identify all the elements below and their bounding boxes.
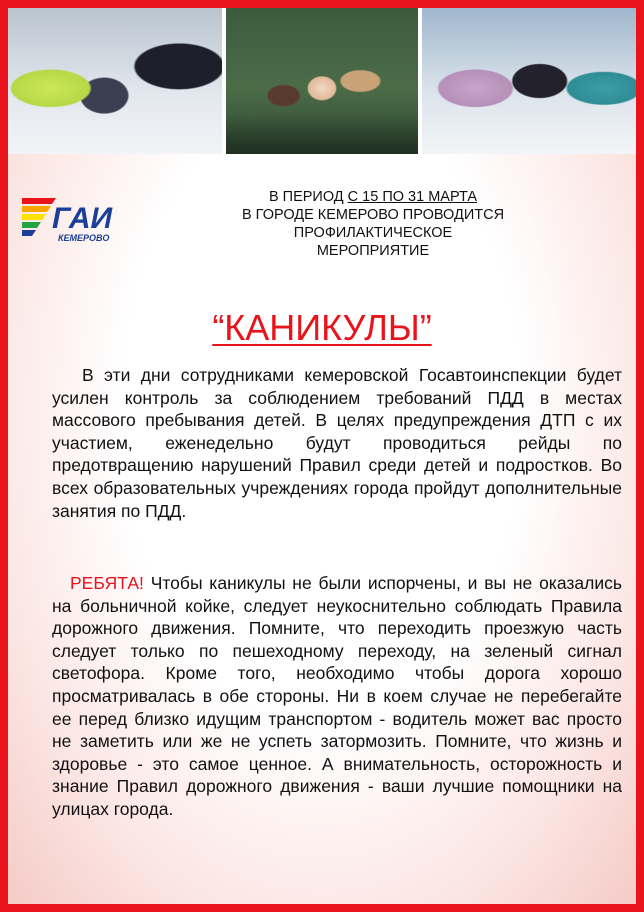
appeal-paragraph [52,572,622,821]
info-paragraph: В эти дни сотрудниками кемеровской Госавтоинспекции будет усилен контроль за соблюдением требований ПДД в местах массового пребывания детей. В целях предупреждения ДТП с их участием, еженедельно будут проводиться рейды по предотвращению нарушений Правил среди детей и подростков. Во всех образовательных учреждениях города пройдут дополнительные занятия по ПДД. [52,365,622,521]
announcement-type: ПРОФИЛАКТИЧЕСКОЕ [293,225,453,241]
campaign-title-text: “КАНИКУЛЫ” [212,307,432,348]
photo-police-with-children [8,8,222,154]
photo-girls-with-officer [422,8,636,154]
announcement-period [178,188,568,206]
event-announcement [178,188,568,260]
announcement-city: В ГОРОДЕ КЕМЕРОВО ПРОВОДИТСЯ [241,207,505,223]
gai-logo [22,194,138,246]
appeal-body: Чтобы каникулы не были испорчены, и вы не оказались на больничной койке, следует неукоснительно соблюдать Правила дорожного движения. Помните, что переходить проезжую часть следует только по пешеходному переходу, на зеленый сигнал светофора. Кроме того, необходимо чтобы дорога хорошо просматривалась в обе стороны. Ни в коем случае не перебегайте ее перед близко идущим транспортом - водитель может вас просто не заметить или же не успеть затормозить. Помните, что жизнь и здоровье - это самое ценное. А внимательность, осторожность и знание Правил дорожного движения - ваши лучшие помощники на улицах города. [52,573,622,819]
announcement-event: МЕРОПРИЯТИЕ [316,243,430,259]
campaign-title [8,308,636,348]
logo-subtext: КЕМЕРОВО [58,233,110,243]
photo-children-with-teacher [222,8,422,154]
appeal-lead: РЕБЯТА! [70,573,144,593]
logo-text: ГАИ [52,202,113,235]
period-prefix: В ПЕРИОД [268,189,348,205]
period-dates: С 15 ПО 31 МАРТА [347,189,478,205]
photo-strip [8,8,636,154]
